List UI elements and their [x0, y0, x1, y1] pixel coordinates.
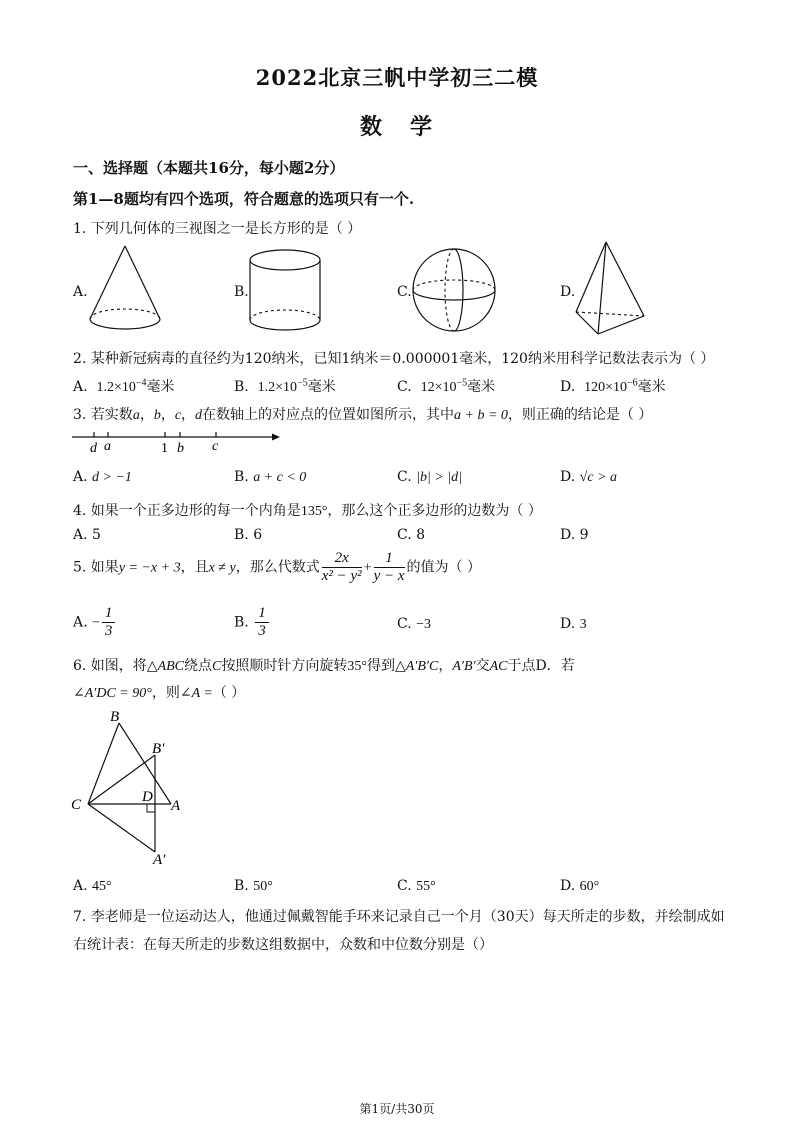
q6-option-b: B. 50° [234, 878, 273, 894]
q5-option-b: B. $\frac{1}{3}$ [234, 605, 271, 640]
page-title: 2022北京三帆中学初三二模 [255, 65, 539, 90]
q3-option-a: A. d > −1 [73, 469, 132, 485]
section-heading: 一、选择题（本题共16分，每小题2分） [73, 159, 345, 177]
q1-option-b-label: B. [234, 284, 249, 300]
number-line [70, 428, 285, 456]
q1-option-c-label: C. [397, 284, 412, 300]
q6-option-c: C. 55° [397, 878, 436, 894]
q4-option-b: B. 6 [234, 527, 263, 543]
sphere-icon [410, 246, 498, 336]
q6-stem-line2: ∠A′DC = 90°，则∠A =（ ） [73, 685, 246, 701]
axis-label-1: 1 [161, 441, 168, 456]
cone-icon [86, 244, 164, 336]
q1-option-d-label: D. [560, 284, 576, 300]
label-a: A [171, 798, 181, 814]
q5-option-d: D. 3 [560, 616, 587, 632]
label-c: C [71, 797, 82, 813]
label-b: B [110, 709, 120, 725]
subject-title: 数学 [359, 114, 460, 140]
q4-option-d: D. 9 [560, 527, 589, 543]
tetrahedron-icon [572, 240, 650, 338]
q6-option-d: D. 60° [560, 878, 600, 894]
q4-stem: 4. 如果一个正多边形的每一个内角是135°，那么这个正多边形的边数为（ ） [73, 503, 542, 519]
q3-option-c: C. |b| > |d| [397, 469, 462, 485]
q5-stem: 5. 如果y = −x + 3，且x ≠ y，那么代数式 $\frac{2x}{\text{x² − y²}}$ + $\frac{1}{y - x}$ 的值为（ ） [73, 550, 481, 584]
q6-option-a: A. 45° [73, 878, 112, 894]
q1-stem: 1. 下列几何体的三视图之一是长方形的是（ ） [73, 221, 362, 237]
cylinder-icon [247, 248, 325, 336]
q5-option-a: A. − $\frac{1}{3}$ [73, 605, 117, 640]
axis-label-a: a [104, 439, 111, 454]
q7-stem-line1: 7. 李老师是一位运动达人，他通过佩戴智能手环来记录自己一个月（30天）每天所走的步数，并绘制成如 [73, 909, 725, 925]
label-a-prime: A′ [153, 852, 166, 866]
q7-stem-line2: 右统计表：在每天所走的步数这组数据中，众数和中位数分别是（） [73, 937, 493, 953]
q5-option-c: C. −3 [397, 616, 432, 632]
q2-stem: 2. 某种新冠病毒的直径约为120纳米，已知1纳米＝0.000001毫米，120纳米用科学记数法表示为（ ） [73, 351, 715, 367]
q3-option-d: D. √c > a [560, 469, 617, 485]
q4-option-c: C. 8 [397, 527, 426, 543]
rotation-figure [68, 706, 198, 866]
label-b-prime: B′ [152, 741, 165, 757]
q6-stem-line1: 6. 如图，将△ABC绕点C按照顺时针方向旋转35°得到△A′B′C，A′B′交AC于点D．若 [73, 658, 575, 674]
axis-label-b: b [177, 441, 184, 456]
page-footer: 第1页/共30页 [359, 1102, 435, 1116]
q3-stem: 3. 若实数a，b，c，d在数轴上的对应点的位置如图所示，其中a + b = 0，则正确的结论是（ ） [73, 407, 653, 423]
section-note: 第1—8题均有四个选项，符合题意的选项只有一个. [73, 190, 415, 208]
q3-option-b: B. a + c < 0 [234, 469, 307, 485]
axis-label-c: c [212, 439, 219, 454]
q2-option-c: C. $12\times 10^{-5}$毫米 [397, 377, 496, 395]
q2-option-d: D. $120\times 10^{-6}$毫米 [560, 377, 666, 395]
label-d: D [142, 789, 153, 805]
axis-label-d: d [90, 441, 97, 456]
q2-option-b: B. $1.2\times 10^{-5}$毫米 [234, 377, 336, 395]
q4-option-a: A. 5 [73, 527, 101, 543]
q1-option-a-label: A. [73, 284, 88, 300]
q2-option-a: A. $1.2\times 10^{-4}$毫米 [73, 377, 175, 395]
